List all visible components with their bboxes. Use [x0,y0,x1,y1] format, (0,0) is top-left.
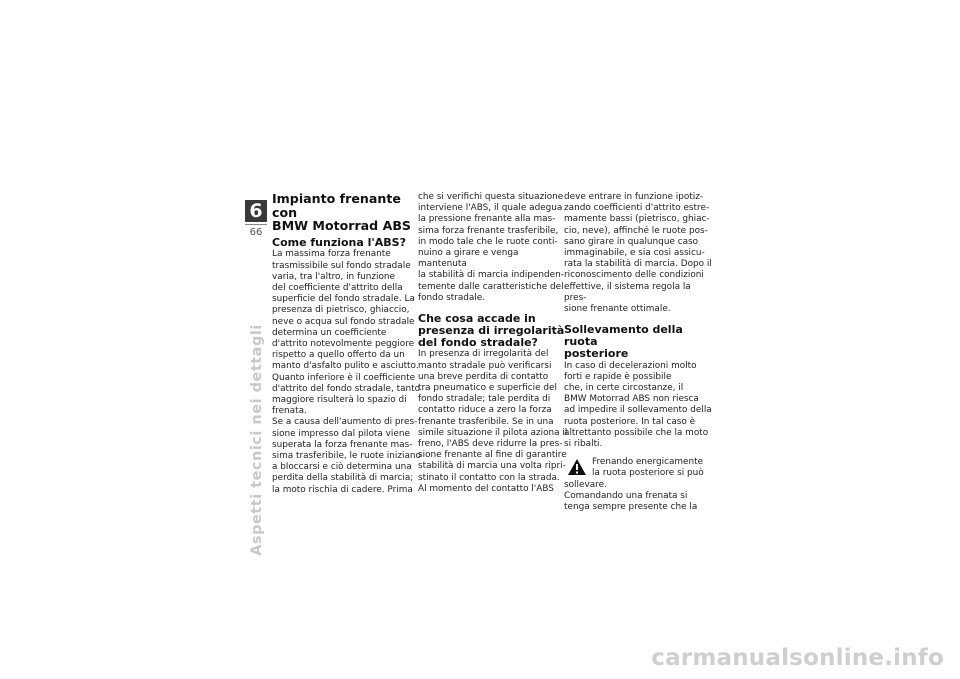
warning-note [564,457,714,491]
chapter-side-title: Aspetti tecnici nei dettagli [249,324,265,556]
heading-road-irregularities: Che cosa accade in presenza di irregolarità del fondo stradale? [418,312,565,349]
paragraph-irregularities: In presenza di irregolarità del manto stradale può verificarsi una breve perdita di contatto tra pneumatico e superficie del fondo stradale; tale perdita di contatto riduce a zero la forza frenante trasferibile. Se in una simile situazione il pilota aziona il freno, l'ABS deve ridurre la pres- sione frenante al fine di garantire stabilità di marcia una volta ripri- stinato il contatto con la strada. Al momento del contatto l'ABS [418,349,568,494]
paragraph-rear-wheel-lift: In caso di decelerazioni molto forti e rapide è possibile che, in certe circostanze, il BMW Motorrad ABS non riesca ad impedire il sollevamento della ruota posteriore. In tal caso è altrettanto possibile che la moto si ribalti. [564,360,712,450]
chapter-number: 6 [245,200,267,222]
warning-triangle-icon [567,458,587,476]
paragraph-low-friction: deve entrare in funzione ipotiz- zando coefficienti d'attrito estre- mamente bassi (pietrisco, ghiac- cio, neve), affinché le ruote pos- sano girare in qualunque caso immaginabile, e sia così assicu- rata la stabilità di marcia. Dopo il riconoscimento delle condizioni effettive, il sistema regola la pres- sione frenante ottimale. [564,192,712,315]
heading-how-abs-works: Come funziona l'ABS? [272,235,406,249]
warning-text-continued: sollevare. [564,479,607,490]
paragraph-wheel-lock: Se a causa dell'aumento di pres- sione impresso dal pilota viene superata la forza frenante mas- sima trasferibile, le ruote iniziano a bloccarsi e ciò determina una perdita della stabilità di marcia; la moto rischia di cadere. Prima [272,417,421,495]
warning-text: Frenando energicamente la ruota posteriore si può [592,457,704,479]
column-1 [272,192,422,496]
column-3 [564,192,714,513]
paragraph-braking: Comandando una frenata si tenga sempre presente che la [564,490,698,513]
paragraph-friction: La massima forza frenante trasmissibile sul fondo stradale varia, tra l'altro, in funzione del coefficiente d'attrito della superficie del fondo stradale. La presenza di pietrisco, ghiaccio, neve o acqua sul fondo stradale determina un coefficiente d'attrito notevolmente peggiore rispetto a quello offerto da un manto d'asfalto pulito e asciutto. Quanto inferiore è il coefficiente d'attrito del fondo stradale, tanto maggiore risulterà lo spazio di frenata. [272,249,421,417]
watermark: carmanualsonline.info [651,645,944,671]
section-title: Impianto frenante con BMW Motorrad ABS [272,191,411,233]
page-number: 66 [245,224,267,238]
paragraph-abs-intervention: che si verifichi questa situazione interviene l'ABS, il quale adegua la pressione frenante alla mas- sima forza frenante trasferibile, in modo tale che le ruote conti- nuino a girare e venga mantenuta la stabilità di marcia indipenden- temente dalle caratteristiche del fondo stradale. [418,192,564,303]
column-2 [418,192,568,495]
heading-rear-wheel-lift: Sollevamento della ruota posteriore [564,323,683,360]
